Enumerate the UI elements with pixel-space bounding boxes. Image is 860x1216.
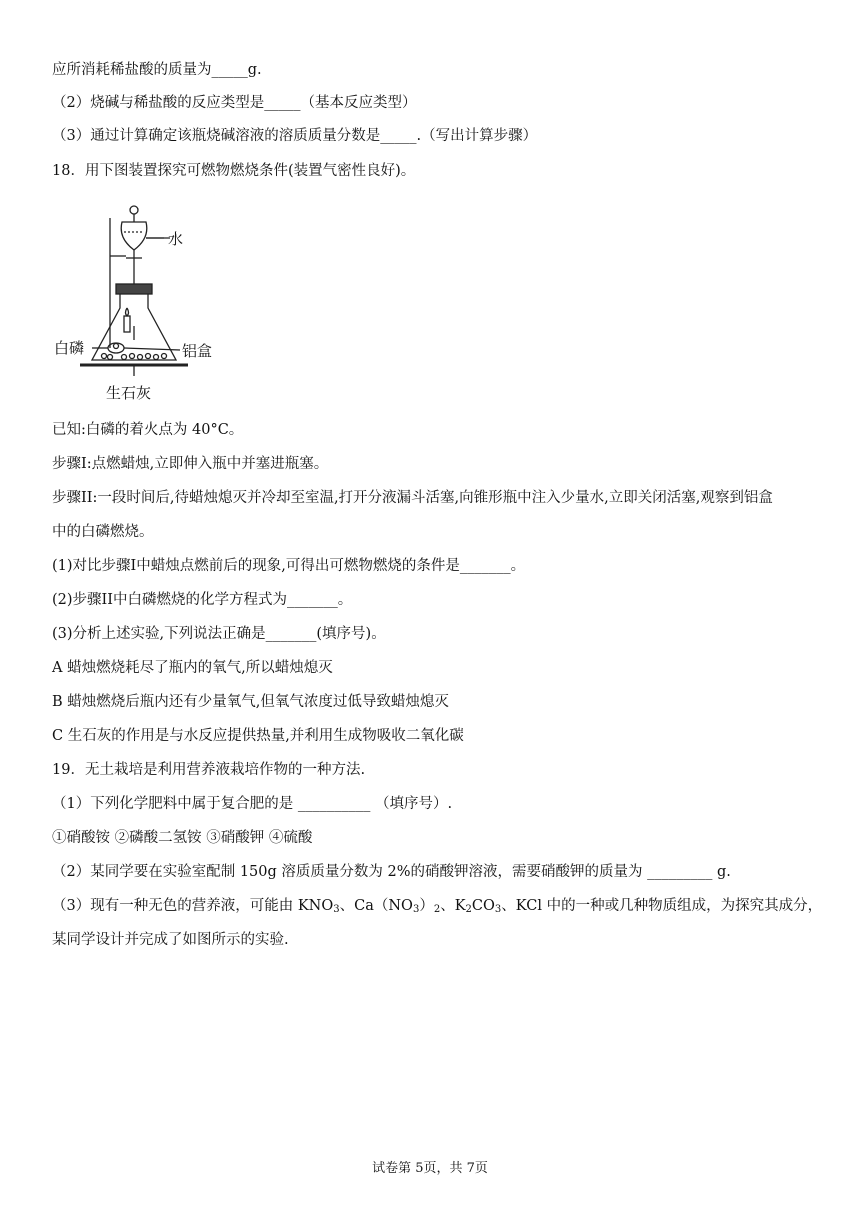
text-q19-1: （1）下列化学肥料中属于复合肥的是 __________ （填序号）. [52,796,453,812]
quicklime-granules [102,354,167,360]
text-line-1: 应所消耗稀盐酸的质量为_____g. [52,62,262,78]
text-line-3: （3）通过计算确定该瓶烧碱溶液的溶质质量分数是_____.（写出计算步骤） [52,128,538,144]
label-quicklime: 生石灰 [106,385,152,402]
funnel-stopper [130,206,138,214]
text-step-2-cont: 中的白磷燃烧。 [52,524,154,540]
text-line-2: （2）烧碱与稀盐酸的反应类型是_____（基本反应类型） [52,95,417,111]
question-18-title: 18．用下图装置探究可燃物燃烧条件(装置气密性良好)。 [52,163,416,179]
text-known: 已知:白磷的着火点为 40°C。 [52,422,244,438]
option-a: A 蜡烛燃烧耗尽了瓶内的氧气,所以蜡烛熄灭 [52,660,333,676]
question-19-title: 19．无土栽培是利用营养液栽培作物的一种方法. [52,762,366,778]
option-c: C 生石灰的作用是与水反应提供热量,并利用生成物吸收二氧化碳 [52,728,464,744]
text-q18-2: (2)步骤II中白磷燃烧的化学方程式为_______。 [52,592,353,608]
text-step-2: 步骤II:一段时间后,待蜡烛熄灭并冷却至室温,打开分液漏斗活塞,向锥形瓶中注入少量水,立即关闭活塞,观察到铝盒 [52,490,773,506]
text-q19-3-cont: 某同学设计并完成了如图所示的实验. [52,932,289,948]
text-q18-1: (1)对比步骤I中蜡烛点燃前后的现象,可得出可燃物燃烧的条件是_______。 [52,558,526,574]
text-q19-options: ①硝酸铵 ②磷酸二氢铵 ③硝酸钾 ④硫酸 [52,830,313,846]
candle [124,316,130,332]
text-q19-3: （3）现有一种无色的营养液，可能由 $KNO_3$、$Ca(NO_3)_2$、$K_2CO_3$、KCl 中的一种或几种物质组成，为探究其成分， [52,898,823,915]
label-white-phosphorus: 白磷 [54,340,85,357]
text-q19-2: （2）某同学要在实验室配制 150g 溶质质量分数为 2%的硝酸钾溶液，需要硝酸钾的质量为 _________ g. [52,864,731,880]
option-b: B 蜡烛燃烧后瓶内还有少量氧气,但氧气浓度过低导致蜡烛熄灭 [52,694,449,710]
rubber-stopper [116,284,152,294]
label-water: 水 [168,231,184,248]
text-q18-3: (3)分析上述实验,下列说法正确是_______(填序号)。 [52,626,386,642]
page-footer: 试卷第 5页，共 7页 [372,1161,488,1176]
apparatus-figure [52,198,222,408]
separatory-funnel [121,222,147,250]
label-aluminum-box: 铝盒 [182,343,213,360]
text-step-1: 步骤I:点燃蜡烛,立即伸入瓶中并塞进瓶塞。 [52,456,329,472]
